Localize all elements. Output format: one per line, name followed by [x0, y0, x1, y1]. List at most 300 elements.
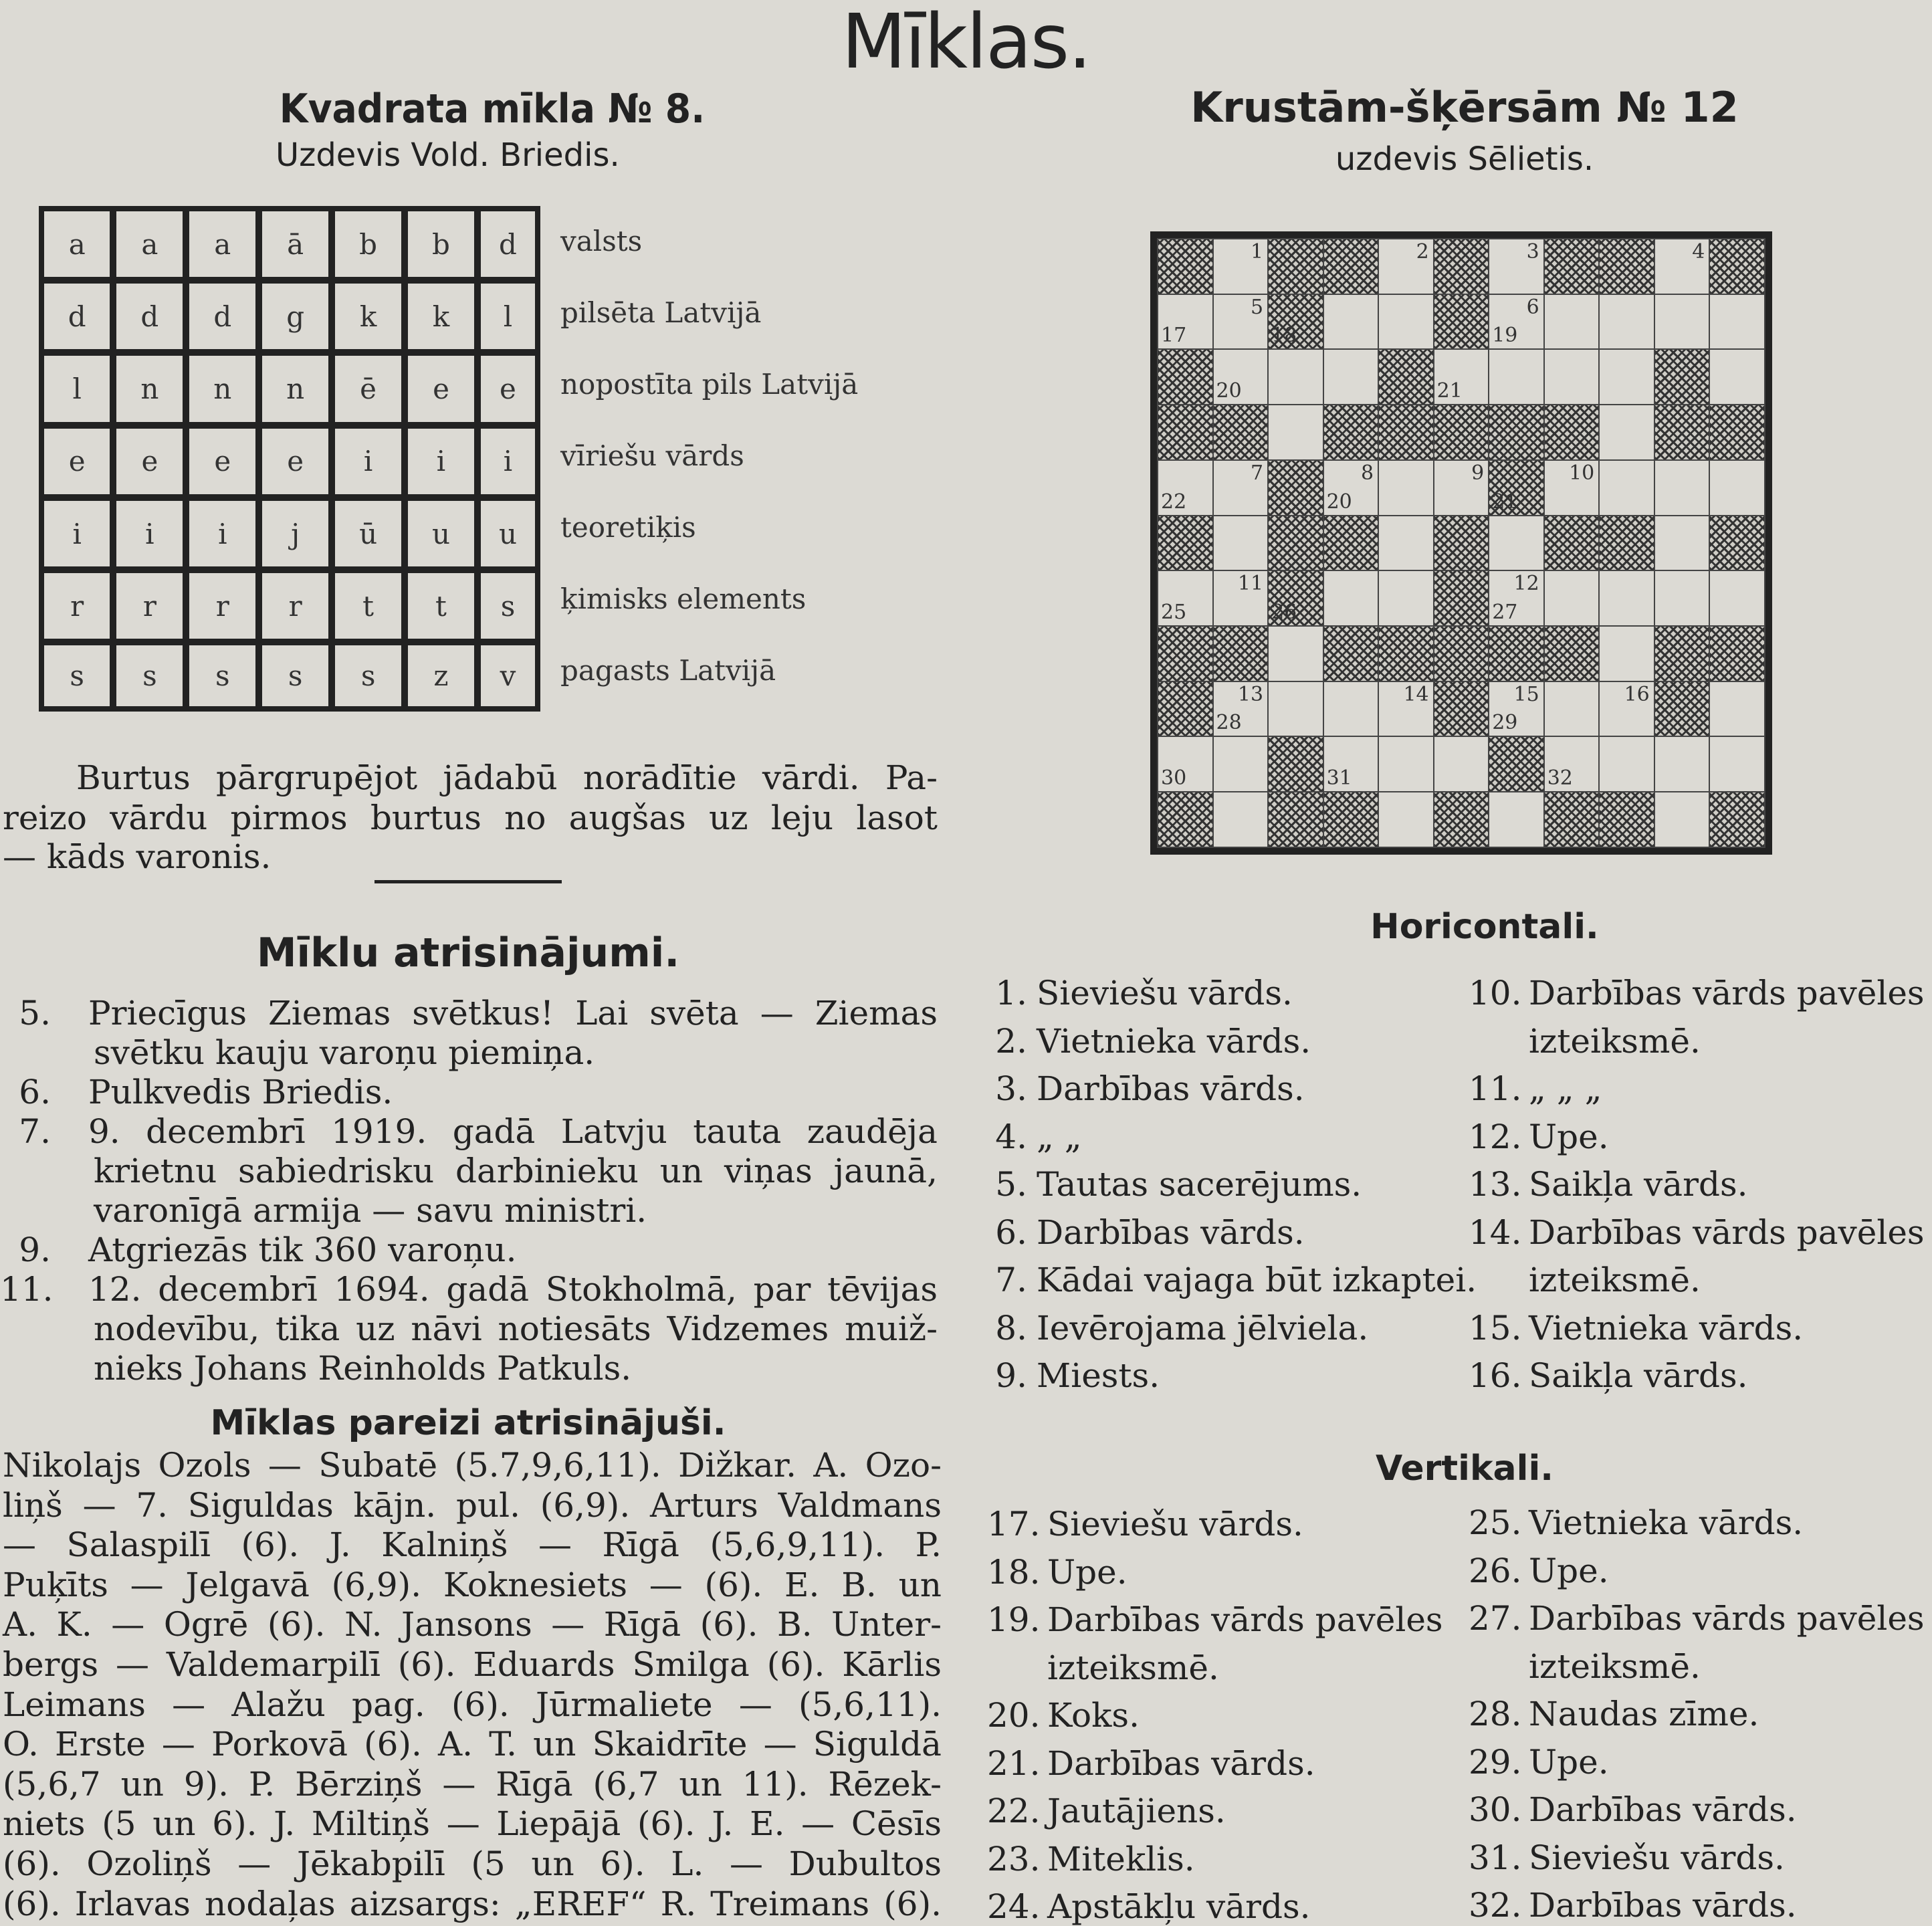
crossword-cell	[1544, 792, 1600, 847]
horicontali-title: Horicontali.	[1370, 907, 1599, 947]
clue-text: Darbības vārds.	[1037, 1212, 1305, 1252]
crossword-cell	[1434, 405, 1489, 460]
crossword-cell	[1268, 570, 1323, 626]
crossword-cell	[1434, 792, 1489, 847]
kvadrata-cell: s	[481, 573, 535, 645]
solution-line: krietnu sabiedrisku darbinieku un viņas jaunā,	[94, 1152, 938, 1190]
clue-number: 12.	[1469, 1117, 1522, 1156]
crossword-cell	[1268, 239, 1323, 294]
clue-item	[987, 1744, 1315, 1783]
solver-line: Nikolajs Ozols — Subatē (5.7,9,6,11). Dižkar. A. Ozo-	[3, 1446, 942, 1485]
clue-item	[987, 1840, 1195, 1879]
crossword-cell	[1434, 681, 1489, 737]
kvadrata-clue: vīriešu vārds	[560, 439, 744, 472]
crossword-cell	[1709, 736, 1765, 792]
crossword-cell	[1323, 405, 1379, 460]
kvadrata-cell: s	[189, 645, 262, 706]
clue-number: 26.	[1469, 1551, 1522, 1590]
crossword-cell	[1158, 792, 1213, 847]
clue-text: Darbības vārds pavēles	[1529, 1599, 1925, 1638]
crossword-cell	[1654, 792, 1710, 847]
crossword-cell	[1268, 792, 1323, 847]
clue-number: 8.	[995, 1308, 1027, 1348]
cell-number: 21	[1436, 379, 1463, 403]
kvadrata-grid	[39, 206, 540, 712]
clue-item	[987, 1553, 1128, 1592]
clue-text: Miests.	[1037, 1356, 1160, 1395]
solver-line: bergs — Valdemarpilī (6). Eduards Smilga (6). Kārlis	[3, 1645, 942, 1684]
solution-line: nieks Johans Reinholds Patkuls.	[94, 1349, 632, 1388]
cell-number: 27	[1492, 601, 1518, 625]
crossword-grid	[1150, 231, 1772, 855]
solution-number: 6.	[19, 1073, 51, 1111]
clue-text: Darbības vārds pavēles	[1047, 1600, 1443, 1639]
kvadrata-cell: r	[44, 573, 116, 645]
crossword-cell	[1213, 294, 1269, 350]
clue-item	[1469, 1838, 1785, 1877]
solution-number: 9.	[19, 1230, 51, 1269]
clue-text: „ „ „	[1529, 1069, 1602, 1108]
kvadrata-cell: l	[44, 356, 116, 428]
crossword-cell	[1378, 516, 1434, 571]
crossword-cell	[1544, 349, 1600, 405]
crossword-cell	[1378, 349, 1434, 405]
clue-continuation: izteiksmē.	[1047, 1648, 1219, 1687]
crossword-cell	[1599, 626, 1654, 681]
clue-item	[987, 1696, 1140, 1735]
crossword-cell	[1489, 736, 1544, 792]
crossword-cell	[1378, 294, 1434, 350]
cell-number: 21	[1492, 490, 1518, 514]
cell-number: 5	[1250, 295, 1264, 319]
clue-text: Vietnieka vārds.	[1529, 1308, 1804, 1348]
kvadrata-clue: nopostīta pils Latvijā	[560, 368, 859, 401]
crossword-cell	[1268, 516, 1323, 571]
crossword-cell	[1709, 681, 1765, 737]
crossword-cell	[1213, 736, 1269, 792]
clue-number: 28.	[1469, 1695, 1522, 1733]
crossword-cell	[1213, 681, 1269, 737]
crossword-cell	[1654, 349, 1710, 405]
kvadrata-cell: s	[44, 645, 116, 706]
crossword-cell	[1158, 681, 1213, 737]
krustam-title: Krustām-šķērsām № 12	[1190, 83, 1739, 132]
clue-number: 21.	[987, 1743, 1041, 1783]
clue-text: „ „	[1037, 1117, 1082, 1156]
clue-text: Miteklis.	[1047, 1839, 1195, 1879]
crossword-row	[1158, 626, 1765, 681]
clue-item	[976, 1356, 1160, 1395]
crossword-cell	[1544, 736, 1600, 792]
crossword-cell	[1599, 570, 1654, 626]
clue-text: Vietnieka vārds.	[1037, 1021, 1311, 1061]
kvadrata-cell: d	[189, 284, 262, 356]
solver-line: (5,6,7 un 9). P. Bērziņš — Rīgā (6,7 un 11). Rēzek-	[3, 1764, 942, 1804]
crossword-cell	[1489, 294, 1544, 350]
crossword-cell	[1323, 681, 1379, 737]
clue-text: Upe.	[1047, 1552, 1128, 1592]
cell-number: 25	[1161, 601, 1187, 625]
clue-number: 25.	[1469, 1503, 1522, 1542]
crossword-cell	[1158, 405, 1213, 460]
crossword-cell	[1434, 294, 1489, 350]
crossword-cell	[1323, 460, 1379, 516]
crossword-cell	[1544, 516, 1600, 571]
crossword-cell	[1489, 681, 1544, 737]
crossword-cell	[1434, 460, 1489, 516]
kvadrata-cell: a	[44, 211, 116, 284]
kvadrata-cell: t	[335, 573, 408, 645]
kvadrata-cell: s	[116, 645, 189, 706]
crossword-cell	[1709, 460, 1765, 516]
section-divider	[374, 880, 562, 883]
kvadrata-cell: i	[116, 501, 189, 573]
kvadrata-cell: e	[44, 429, 116, 501]
cell-number: 6	[1526, 295, 1539, 319]
clue-item	[976, 974, 1293, 1012]
crossword-cell	[1489, 239, 1544, 294]
clue-text: Sieviešu vārds.	[1047, 1505, 1303, 1543]
solution-line: 12. decembrī 1694. gadā Stokholmā, par tēvijas	[88, 1270, 938, 1309]
solver-line: (6). Ozoliņš — Jēkabpilī (5 un 6). L. — Dubultos	[3, 1844, 942, 1883]
clue-item	[1469, 1213, 1925, 1252]
cell-number: 3	[1526, 240, 1539, 263]
kvadrata-cell: l	[481, 284, 535, 356]
solution-number: 7.	[19, 1112, 51, 1151]
cell-number: 13	[1237, 682, 1264, 706]
clue-text: Vietnieka vārds.	[1529, 1503, 1804, 1542]
cell-number: 32	[1547, 766, 1573, 790]
clue-item	[1469, 1069, 1602, 1108]
crossword-cell	[1378, 570, 1434, 626]
crossword-cell	[1489, 626, 1544, 681]
kvadrata-cell: s	[335, 645, 408, 706]
crossword-cell	[1434, 516, 1489, 571]
kvadrata-row	[44, 284, 535, 356]
solution-line: nodevību, tika uz nāvi notiesāts Vidzemes muiž-	[94, 1309, 938, 1348]
crossword-cell	[1434, 626, 1489, 681]
clue-item	[1469, 1309, 1803, 1348]
clue-number: 7.	[995, 1261, 1027, 1299]
kvadrata-cell: z	[408, 645, 481, 706]
crossword-cell	[1158, 516, 1213, 571]
clue-continuation: izteiksmē.	[1529, 1261, 1701, 1299]
crossword-cell	[1489, 792, 1544, 847]
solver-line: O. Erste — Porkovā (6). A. T. un Skaidrīte — Siguldā	[3, 1725, 942, 1764]
cell-number: 28	[1216, 711, 1242, 735]
clue-item	[1469, 1356, 1748, 1395]
crossword-row	[1158, 460, 1765, 516]
cell-number: 20	[1326, 490, 1352, 514]
crossword-cell	[1213, 460, 1269, 516]
crossword-cell	[1378, 239, 1434, 294]
crossword-cell	[1709, 239, 1765, 294]
crossword-cell	[1709, 405, 1765, 460]
clue-number: 2.	[995, 1021, 1027, 1061]
crossword-cell	[1654, 239, 1710, 294]
crossword-cell	[1434, 349, 1489, 405]
crossword-cell	[1599, 349, 1654, 405]
crossword-cell	[1599, 736, 1654, 792]
clue-text: Naudas zīme.	[1529, 1695, 1759, 1733]
clue-text: Upe.	[1529, 1117, 1609, 1156]
cell-number: 26	[1271, 601, 1297, 625]
crossword-cell	[1709, 516, 1765, 571]
clue-number: 31.	[1469, 1838, 1522, 1877]
crossword-cell	[1599, 792, 1654, 847]
clue-number: 9.	[995, 1356, 1027, 1395]
kvadrata-clue: valsts	[560, 225, 643, 257]
crossword-cell	[1654, 460, 1710, 516]
clue-number: 6.	[995, 1212, 1027, 1252]
kvadrata-cell: b	[408, 211, 481, 284]
crossword-cell	[1709, 626, 1765, 681]
kvadrata-cell: i	[44, 501, 116, 573]
kvadrata-row	[44, 429, 535, 501]
cell-number: 7	[1250, 461, 1264, 485]
crossword-cell	[1489, 405, 1544, 460]
clue-item	[1469, 1165, 1748, 1204]
vertikali-title: Vertikali.	[1375, 1449, 1554, 1489]
kvadrata-cell: e	[481, 356, 535, 428]
clue-number: 20.	[987, 1696, 1041, 1735]
cell-number: 19	[1492, 324, 1518, 348]
crossword-cell	[1323, 736, 1379, 792]
crossword-row	[1158, 294, 1765, 350]
clue-item	[987, 1887, 1311, 1926]
kvadrata-cell: n	[262, 356, 335, 428]
crossword-cell	[1158, 626, 1213, 681]
crossword-cell	[1489, 460, 1544, 516]
solution-line: Atgriezās tik 360 varoņu.	[88, 1230, 517, 1269]
crossword-cell	[1544, 405, 1600, 460]
crossword-cell	[1654, 516, 1710, 571]
kvadrata-cell: a	[116, 211, 189, 284]
cell-number: 20	[1216, 379, 1242, 403]
kvadrata-cell: d	[44, 284, 116, 356]
crossword-cell	[1213, 792, 1269, 847]
crossword-cell	[1544, 239, 1600, 294]
clue-number: 15.	[1469, 1308, 1522, 1348]
kvadrata-cell: e	[116, 429, 189, 501]
solution-line: Pulkvedis Briedis.	[88, 1073, 393, 1111]
clue-continuation: izteiksmē.	[1529, 1646, 1701, 1686]
crossword-row	[1158, 516, 1765, 571]
crossword-cell	[1378, 405, 1434, 460]
kvadrata-row	[44, 645, 535, 706]
clue-item	[976, 1213, 1305, 1252]
crossword-row	[1158, 681, 1765, 737]
crossword-cell	[1654, 626, 1710, 681]
clue-item	[976, 1117, 1082, 1156]
crossword-cell	[1378, 460, 1434, 516]
kvadrata-clue: pilsēta Latvijā	[560, 296, 762, 329]
clue-text: Ievērojama jēlviela.	[1037, 1308, 1369, 1348]
cell-number: 29	[1492, 711, 1518, 735]
kvadrata-cell: g	[262, 284, 335, 356]
crossword-cell	[1378, 626, 1434, 681]
clue-number: 19.	[987, 1600, 1041, 1639]
crossword-cell	[1323, 349, 1379, 405]
crossword-cell	[1599, 516, 1654, 571]
crossword-cell	[1599, 681, 1654, 737]
crossword-cell	[1599, 460, 1654, 516]
kvadrata-cell: i	[189, 501, 262, 573]
crossword-cell	[1544, 681, 1600, 737]
crossword-cell	[1213, 570, 1269, 626]
clue-continuation: izteiksmē.	[1529, 1021, 1701, 1061]
clue-number: 4.	[995, 1117, 1027, 1156]
solver-line: — Salaspilī (6). J. Kalniņš — Rīgā (5,6,9,11). P.	[3, 1525, 942, 1565]
crossword-cell	[1268, 405, 1323, 460]
kvadrata-cell: s	[262, 645, 335, 706]
cell-number: 31	[1326, 766, 1352, 790]
crossword-cell	[1268, 349, 1323, 405]
crossword-cell	[1323, 516, 1379, 571]
crossword-cell	[1268, 736, 1323, 792]
crossword-cell	[1158, 349, 1213, 405]
clue-text: Darbības vārds.	[1529, 1886, 1797, 1925]
crossword-row	[1158, 570, 1765, 626]
crossword-cell	[1323, 294, 1379, 350]
clue-text: Tautas sacerējums.	[1037, 1165, 1362, 1204]
clue-text: Darbības vārds.	[1037, 1069, 1305, 1108]
solver-line: niets (5 un 6). J. Miltiņš — Liepājā (6). J. E. — Cēsīs	[3, 1804, 942, 1844]
crossword-cell	[1489, 516, 1544, 571]
clue-number: 16.	[1469, 1356, 1522, 1395]
clue-number: 3.	[995, 1069, 1027, 1108]
clue-number: 29.	[1469, 1742, 1522, 1782]
kvadrata-clue: pagasts Latvijā	[560, 654, 776, 687]
clue-text: Upe.	[1529, 1742, 1609, 1782]
crossword-cell	[1709, 570, 1765, 626]
kvadrata-row	[44, 211, 535, 284]
kvadrata-cell: ū	[335, 501, 408, 573]
crossword-cell	[1489, 570, 1544, 626]
crossword-row	[1158, 736, 1765, 792]
crossword-cell	[1323, 792, 1379, 847]
clue-item	[976, 1261, 1477, 1299]
kvadrata-cell: b	[335, 211, 408, 284]
crossword-cell	[1158, 570, 1213, 626]
kvadrata-cell: j	[262, 501, 335, 573]
crossword-cell	[1158, 736, 1213, 792]
kvadrata-cell: r	[262, 573, 335, 645]
clue-item	[976, 1022, 1311, 1061]
krustam-author: uzdevis Sēlietis.	[1335, 140, 1594, 178]
crossword-cell	[1599, 239, 1654, 294]
kvadrata-row	[44, 356, 535, 428]
solution-number: 11.	[0, 1270, 53, 1309]
kvadrata-cell: r	[116, 573, 189, 645]
cell-number: 1	[1250, 240, 1264, 263]
kvadrata-cell: u	[481, 501, 535, 573]
clue-item	[1469, 1743, 1609, 1782]
clue-item	[987, 1792, 1226, 1830]
clue-text: Darbības vārds pavēles	[1529, 974, 1925, 1012]
clue-number: 17.	[987, 1505, 1041, 1543]
clue-text: Kādai vajaga būt izkaptei.	[1037, 1261, 1477, 1299]
clue-number: 1.	[995, 974, 1027, 1012]
kvadrata-cell: k	[335, 284, 408, 356]
crossword-cell	[1434, 239, 1489, 294]
kvadrata-cell: a	[189, 211, 262, 284]
clue-number: 24.	[987, 1887, 1041, 1926]
crossword-cell	[1158, 294, 1213, 350]
clue-number: 30.	[1469, 1790, 1522, 1829]
kvadrata-clue: ķimisks elements	[560, 582, 807, 615]
crossword-cell	[1599, 405, 1654, 460]
kvadrata-row	[44, 501, 535, 573]
crossword-cell	[1158, 460, 1213, 516]
kvadrata-cell: i	[335, 429, 408, 501]
cell-number: 15	[1513, 682, 1539, 706]
clue-number: 10.	[1469, 974, 1522, 1012]
clue-item	[1469, 1695, 1759, 1733]
clue-text: Saikļa vārds.	[1529, 1165, 1748, 1204]
kvadrata-cell: e	[262, 429, 335, 501]
kvadrata-cell: d	[481, 211, 535, 284]
clue-number: 27.	[1469, 1599, 1522, 1638]
atrisinajumi-title: Mīklu atrisinājumi.	[256, 930, 680, 976]
kvadrata-cell: r	[189, 573, 262, 645]
clue-item	[1469, 1552, 1609, 1590]
clue-item	[1469, 1886, 1797, 1925]
solution-line: svētku kauju varoņu piemiņa.	[94, 1033, 595, 1072]
solution-line: varonīgā armija — savu ministri.	[94, 1191, 647, 1230]
kvadrata-cell: d	[116, 284, 189, 356]
crossword-cell	[1213, 239, 1269, 294]
clue-text: Jautājiens.	[1047, 1792, 1226, 1830]
clue-item	[976, 1165, 1362, 1204]
kvadrata-cell: k	[408, 284, 481, 356]
cell-number: 18	[1271, 324, 1297, 348]
kvadrata-cell: e	[189, 429, 262, 501]
clue-text: Sieviešu vārds.	[1037, 974, 1293, 1012]
solver-line: (6). Irlavas nodaļas aizsargs: „EREF“ R. Treimans (6).	[3, 1884, 942, 1923]
solution-line: Priecīgus Ziemas svētkus! Lai svēta — Ziemas	[88, 994, 938, 1033]
crossword-cell	[1434, 570, 1489, 626]
kvadrata-cell: ā	[262, 211, 335, 284]
crossword-cell	[1378, 792, 1434, 847]
cell-number: 9	[1471, 461, 1485, 485]
crossword-cell	[1213, 349, 1269, 405]
crossword-cell	[1709, 792, 1765, 847]
cell-number: 12	[1513, 572, 1539, 596]
crossword-row	[1158, 239, 1765, 294]
kvadrata-cell: n	[189, 356, 262, 428]
crossword-cell	[1599, 294, 1654, 350]
crossword-cell	[1268, 626, 1323, 681]
crossword-cell	[1378, 681, 1434, 737]
cell-number: 11	[1237, 572, 1264, 596]
clue-item	[1469, 1117, 1609, 1156]
crossword-cell	[1654, 736, 1710, 792]
cell-number: 14	[1403, 682, 1429, 706]
atrisinajusi-title: Mīklas pareizi atrisinājuši.	[210, 1403, 726, 1443]
crossword-cell	[1489, 349, 1544, 405]
kvadrata-author: Uzdevis Vold. Briedis.	[276, 136, 620, 174]
clue-number: 32.	[1469, 1886, 1522, 1925]
crossword-cell	[1544, 294, 1600, 350]
clue-text: Koks.	[1047, 1696, 1140, 1735]
crossword-cell	[1268, 294, 1323, 350]
solution-line: 9. decembrī 1919. gadā Latvju tauta zaudēja	[88, 1112, 938, 1151]
solver-line: liņš — 7. Siguldas kājn. pul. (6,9). Arturs Valdmans	[3, 1485, 942, 1525]
solver-line: Leimans — Alažu pag. (6). Jūrmaliete — (5,6,11).	[3, 1685, 942, 1724]
crossword-cell	[1213, 516, 1269, 571]
cell-number: 17	[1161, 324, 1187, 348]
